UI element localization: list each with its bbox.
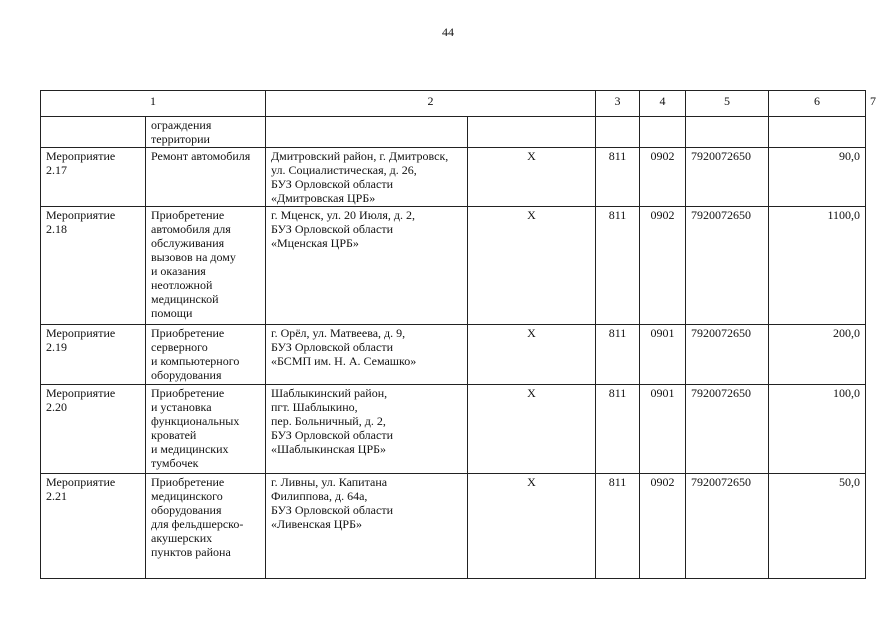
table-cell bbox=[640, 117, 686, 148]
measure-name-line: обслуживания bbox=[151, 236, 225, 250]
table-row bbox=[41, 148, 866, 207]
col5-cell: 0902 bbox=[640, 148, 686, 207]
col3-cell: Х bbox=[468, 325, 596, 385]
measure-id-line: 2.19 bbox=[46, 340, 67, 354]
measure-name-line: автомобиля для bbox=[151, 222, 231, 236]
measure-id-line: 2.20 bbox=[46, 400, 67, 414]
continuation-line: территории bbox=[151, 132, 210, 146]
location-cell bbox=[266, 385, 468, 474]
col3-cell: Х bbox=[468, 148, 596, 207]
header-cell: 3 bbox=[596, 91, 640, 117]
measure-name-cell bbox=[146, 207, 266, 325]
col5-cell: 0901 bbox=[640, 325, 686, 385]
measure-name-cell bbox=[146, 148, 266, 207]
measure-id-line: Мероприятие bbox=[46, 208, 116, 222]
amount-cell: 200,0 bbox=[769, 325, 866, 385]
location-line: Филиппова, д. 64а, bbox=[271, 489, 368, 503]
header-cell: 2 bbox=[266, 91, 596, 117]
measure-name-cell bbox=[146, 325, 266, 385]
page-number: 44 bbox=[442, 25, 454, 39]
table-cell bbox=[266, 117, 468, 148]
table-row bbox=[41, 385, 866, 474]
table-row bbox=[41, 474, 866, 579]
table-row bbox=[41, 325, 866, 385]
col6-cell: 7920072650 bbox=[686, 325, 769, 385]
location-line: пер. Больничный, д. 2, bbox=[271, 414, 386, 428]
location-line: г. Мценск, ул. 20 Июля, д. 2, bbox=[271, 208, 415, 222]
location-line: БУЗ Орловской области bbox=[271, 177, 393, 191]
header-cell: 5 bbox=[686, 91, 769, 117]
col3-cell: Х bbox=[468, 207, 596, 325]
col3-cell: Х bbox=[468, 385, 596, 474]
measure-name-line: Приобретение bbox=[151, 208, 225, 222]
measure-name-line: помощи bbox=[151, 306, 193, 320]
measure-name-line: и компьютерного bbox=[151, 354, 240, 368]
col6-cell: 7920072650 bbox=[686, 148, 769, 207]
measure-id-line: Мероприятие bbox=[46, 326, 116, 340]
header-row: 1 2 3 4 5 6 7 bbox=[41, 91, 866, 117]
continuation-row bbox=[41, 117, 866, 148]
location-cell bbox=[266, 325, 468, 385]
location-line: БУЗ Орловской области bbox=[271, 340, 393, 354]
measure-name-line: серверного bbox=[151, 340, 208, 354]
header-cell: 4 bbox=[640, 91, 686, 117]
col4-cell: 811 bbox=[596, 148, 640, 207]
table-cell bbox=[769, 117, 866, 148]
location-line: Дмитровский район, г. Дмитровск, bbox=[271, 149, 449, 163]
col5-cell: 0902 bbox=[640, 474, 686, 579]
measure-id-line: Мероприятие bbox=[46, 475, 116, 489]
header-cell: 1 bbox=[41, 91, 266, 117]
col6-cell: 7920072650 bbox=[686, 207, 769, 325]
amount-cell: 1100,0 bbox=[769, 207, 866, 325]
measure-name-line: медицинской bbox=[151, 292, 219, 306]
location-line: г. Ливны, ул. Капитана bbox=[271, 475, 388, 489]
measure-id-line: 2.21 bbox=[46, 489, 67, 503]
amount-cell: 90,0 bbox=[769, 148, 866, 207]
measure-id-line: Мероприятие bbox=[46, 386, 116, 400]
measure-id-cell bbox=[41, 207, 146, 325]
measures-table bbox=[40, 90, 876, 579]
location-cell bbox=[266, 207, 468, 325]
location-line: г. Орёл, ул. Матвеева, д. 9, bbox=[271, 326, 406, 340]
col4-cell: 811 bbox=[596, 385, 640, 474]
location-cell bbox=[266, 474, 468, 579]
measure-id-cell bbox=[41, 148, 146, 207]
table-row bbox=[41, 207, 866, 325]
location-cell bbox=[266, 148, 468, 207]
measure-name-line: и оказания bbox=[151, 264, 206, 278]
continuation-line: ограждения bbox=[151, 118, 212, 132]
location-line: БУЗ Орловской области bbox=[271, 222, 393, 236]
measure-name-cell bbox=[146, 385, 266, 474]
amount-cell: 100,0 bbox=[769, 385, 866, 474]
location-line: «Мценская ЦРБ» bbox=[271, 236, 359, 250]
col4-cell: 811 bbox=[596, 474, 640, 579]
measure-name-line: оборудования bbox=[151, 368, 222, 382]
measure-name-line: для фельдшерско- bbox=[151, 517, 244, 531]
col5-cell: 0901 bbox=[640, 385, 686, 474]
measure-id-line: Мероприятие bbox=[46, 149, 116, 163]
table-cell bbox=[468, 117, 596, 148]
measure-name-line: и установка bbox=[151, 400, 212, 414]
col5-cell: 0902 bbox=[640, 207, 686, 325]
location-line: пгт. Шаблыкино, bbox=[271, 400, 358, 414]
measure-name-line: оборудования bbox=[151, 503, 222, 517]
location-line: БУЗ Орловской области bbox=[271, 428, 393, 442]
col6-cell: 7920072650 bbox=[686, 474, 769, 579]
location-line: «Ливенская ЦРБ» bbox=[271, 517, 362, 531]
table-cell bbox=[596, 117, 640, 148]
measure-name-line: Приобретение bbox=[151, 326, 225, 340]
measure-id-cell bbox=[41, 325, 146, 385]
measure-name-line: Приобретение bbox=[151, 386, 225, 400]
measure-name-line: тумбочек bbox=[151, 456, 199, 470]
measure-id-cell bbox=[41, 385, 146, 474]
location-line: ул. Социалистическая, д. 26, bbox=[271, 163, 417, 177]
measure-name-line: акушерских bbox=[151, 531, 213, 545]
measure-name-cell bbox=[146, 474, 266, 579]
measure-name-line: медицинского bbox=[151, 489, 223, 503]
measure-id-cell bbox=[41, 474, 146, 579]
measure-name-line: функциональных bbox=[151, 414, 240, 428]
col3-cell: Х bbox=[468, 474, 596, 579]
amount-cell: 50,0 bbox=[769, 474, 866, 579]
measure-name-line: Ремонт автомобиля bbox=[151, 149, 251, 163]
header-cell: 6 bbox=[769, 91, 866, 117]
measure-name-line: пунктов района bbox=[151, 545, 231, 559]
location-line: «Дмитровская ЦРБ» bbox=[271, 191, 376, 205]
col6-cell: 7920072650 bbox=[686, 385, 769, 474]
measure-name-line: вызовов на дому bbox=[151, 250, 236, 264]
location-line: «БСМП им. Н. А. Семашко» bbox=[271, 354, 417, 368]
measure-name-line: неотложной bbox=[151, 278, 213, 292]
continuation-cell bbox=[146, 117, 266, 148]
measure-id-line: 2.18 bbox=[46, 222, 67, 236]
measure-name-line: Приобретение bbox=[151, 475, 225, 489]
col4-cell: 811 bbox=[596, 207, 640, 325]
measure-id-line: 2.17 bbox=[46, 163, 67, 177]
measure-name-line: кроватей bbox=[151, 428, 197, 442]
location-line: БУЗ Орловской области bbox=[271, 503, 393, 517]
col4-cell: 811 bbox=[596, 325, 640, 385]
location-line: «Шаблыкинская ЦРБ» bbox=[271, 442, 387, 456]
table-cell bbox=[41, 117, 146, 148]
location-line: Шаблыкинский район, bbox=[271, 386, 388, 400]
measure-name-line: и медицинских bbox=[151, 442, 229, 456]
table-cell bbox=[686, 117, 769, 148]
